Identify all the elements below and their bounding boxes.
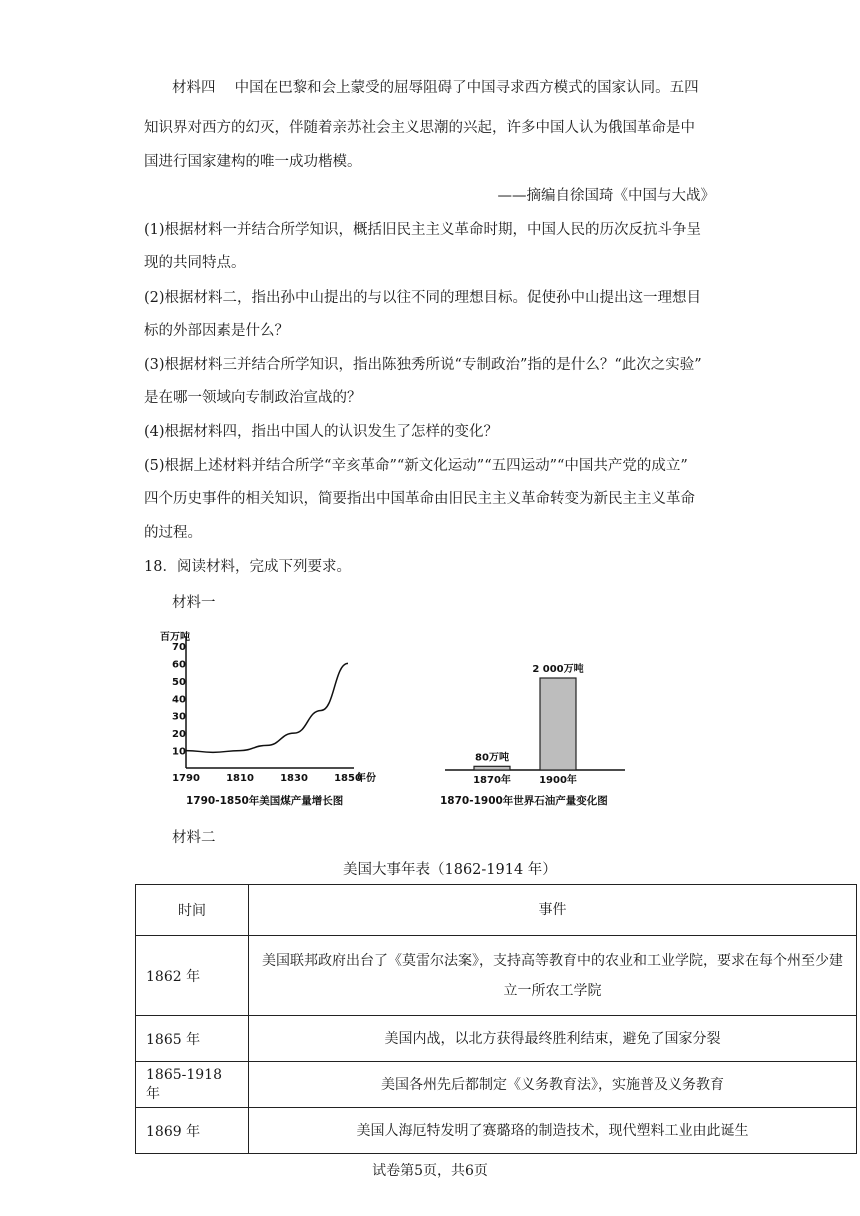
- material1-label: 材料一: [172, 595, 216, 611]
- question-3-line2: 是在哪一领域向专制政治宣战的？: [144, 390, 362, 406]
- question-5-line2: 四个历史事件的相关知识，简要指出中国革命由旧民主主义革命转变为新民主主义革命: [144, 491, 695, 507]
- y-tick-label: 50: [172, 676, 186, 688]
- y-tick-label: 70: [172, 642, 186, 653]
- x-tick-label: 1850: [334, 773, 362, 784]
- table-row: [136, 1016, 857, 1062]
- x-tick-label: 1810: [226, 773, 254, 784]
- question-2-line2: 标的外部因素是什么？: [144, 323, 289, 339]
- row-event: 美国各州先后都制定《义务教育法》，实施普及义务教育: [249, 1062, 857, 1108]
- material4-source: ——摘编自徐国琦《中国与大战》: [497, 188, 715, 204]
- question-3-line1: (3)根据材料三并结合所学知识，指出陈独秀所说“专制政治”指的是什么？“此次之实验”: [144, 357, 702, 373]
- chart-title-oil: 1870-1900年世界石油产量变化图: [440, 795, 608, 807]
- coal-production-chart: [160, 628, 410, 808]
- question-18-title: 18．阅读材料，完成下列要求。: [144, 559, 351, 575]
- row-time: 1862 年: [136, 936, 249, 1016]
- bar-1870年: [474, 766, 510, 770]
- chart-title-coal: 1790-1850年美国煤产量增长图: [186, 795, 344, 807]
- material4-line1: 材料四 中国在巴黎和会上蒙受的屈辱阻碍了中国寻求西方模式的国家认同。五四: [172, 80, 699, 96]
- page-footer: 试卷第5页，共6页: [372, 1163, 488, 1179]
- row-time: 1865-1918 年: [136, 1062, 249, 1108]
- row-event: 美国人海厄特发明了赛璐珞的制造技术，现代塑料工业由此诞生: [249, 1108, 857, 1154]
- y-tick-label: 40: [172, 694, 186, 706]
- bar-data-label: 80万吨: [475, 752, 509, 764]
- material4-line2: 知识界对西方的幻灭，伴随着亲苏社会主义思潮的兴起，许多中国人认为俄国革命是中: [144, 120, 695, 136]
- row-time: 1869 年: [136, 1108, 249, 1154]
- question-2-line1: (2)根据材料二，指出孙中山提出的与以往不同的理想目标。促使孙中山提出这一理想目: [144, 290, 702, 306]
- bar-category-label: 1900年: [539, 775, 577, 786]
- series-line-coal: [186, 663, 348, 752]
- y-tick-label: 10: [172, 746, 186, 758]
- row-time: 1865 年: [136, 1016, 249, 1062]
- row-event: 美国内战，以北方获得最终胜利结束，避免了国家分裂: [249, 1016, 857, 1062]
- material4-line3: 国进行国家建构的唯一成功楷模。: [144, 154, 362, 170]
- question-1-line1: (1)根据材料一并结合所学知识，概括旧民主主义革命时期，中国人民的历次反抗斗争呈: [144, 222, 702, 238]
- y-tick-label: 30: [172, 711, 186, 723]
- bar-1900年: [540, 678, 576, 770]
- y-axis-label: 百万吨: [160, 632, 190, 643]
- y-tick-label: 60: [172, 659, 186, 671]
- question-5-line3: 的过程。: [144, 525, 202, 541]
- question-5-line1: (5)根据上述材料并结合所学“辛亥革命”“新文化运动”“五四运动”“中国共产党的成立”: [144, 458, 688, 474]
- events-table: [135, 884, 857, 1154]
- table-caption: 美国大事年表（1862-1914 年）: [343, 862, 557, 878]
- table-header-row: [136, 885, 857, 936]
- header-event: 事件: [249, 885, 857, 936]
- question-4-line1: (4)根据材料四，指出中国人的认识发生了怎样的变化？: [144, 424, 499, 440]
- y-tick-label: 20: [172, 729, 186, 741]
- table-row: [136, 936, 857, 1016]
- oil-production-chart: [440, 660, 640, 810]
- table-row: [136, 1108, 857, 1154]
- bar-category-label: 1870年: [473, 775, 511, 786]
- x-axis-label: 年份: [356, 773, 376, 784]
- header-time: 时间: [136, 885, 249, 936]
- question-1-line2: 现的共同特点。: [144, 255, 246, 271]
- x-tick-label: 1830: [280, 773, 308, 784]
- material2-label: 材料二: [172, 830, 216, 846]
- x-tick-label: 1790: [172, 773, 200, 784]
- bar-data-label: 2 000万吨: [532, 664, 584, 675]
- table-row: [136, 1062, 857, 1108]
- row-event: 美国联邦政府出台了《莫雷尔法案》，支持高等教育中的农业和工业学院，要求在每个州至少建立一所农工学院: [249, 936, 857, 1016]
